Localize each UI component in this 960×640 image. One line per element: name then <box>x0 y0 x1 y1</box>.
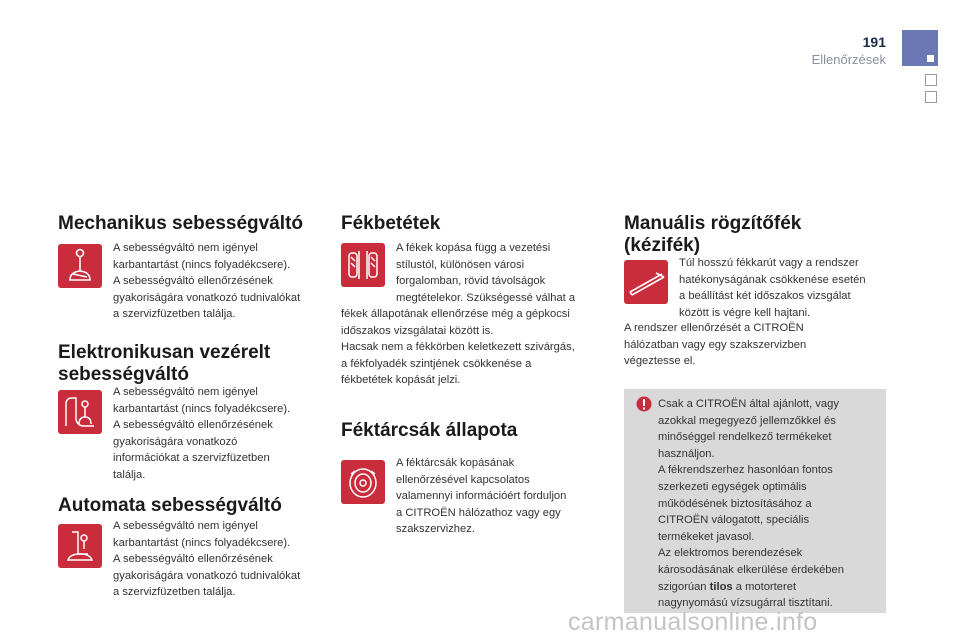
heading-electronic-gearbox: Elektronikusan vezérelt sebességváltó <box>58 342 271 385</box>
brake-pads-text-indent: A fékek kopása függ a vezetési stílustól, különösen városi forgalomban, rövid távolságok megtételekor. Szükségessé válhat a <box>396 242 576 304</box>
brake-pads-text: fékek állapotának ellenőrzése még a gépkocsi időszakos vizsgálatai között is. Hacsak nem a fékkörben keletkezett szivárgás, a fékfolyadék szintjének csökkenése a fékbetétek kopását jelzi. <box>341 308 575 387</box>
brake-disc-icon <box>341 460 385 504</box>
electronic-gearbox-icon <box>58 390 102 434</box>
gearshift-icon <box>58 244 102 288</box>
chapter-marker <box>925 91 937 103</box>
handbrake-icon <box>624 260 668 304</box>
automatic-gearbox-icon <box>58 524 102 568</box>
electronic-gearbox-text: A sebességváltó nem igényel karbantartást (nincs folyadékcsere). A sebességváltó ellenőrzésének gyakoriságára vonatkozó információkat a szervizfüzetben találja. <box>113 386 291 481</box>
warning-icon <box>636 396 652 412</box>
brake-pads-icon <box>341 243 385 287</box>
heading-brake-pads: Fékbetétek <box>341 213 441 234</box>
brake-discs-text: A féktárcsák kopásának ellenőrzésével kapcsolatos valamennyi információért forduljon a CITROËN hálózathoz vagy egy szakszervizhez. <box>396 457 567 536</box>
emphasis-tilos: tilos <box>709 580 733 593</box>
heading-manual-gearbox: Mechanikus sebességváltó <box>58 213 303 234</box>
chapter-marker <box>925 74 937 86</box>
heading-parking-brake: Manuális rögzítőfék (kézifék) <box>624 213 802 256</box>
page-number: 191 <box>862 34 886 50</box>
automatic-gearbox-text: A sebességváltó nem igényel karbantartást (nincs folyadékcsere). A sebességváltó ellenőrzésének gyakoriságára vonatkozó tudnivalókat a szervizfüzetben találja. <box>113 520 301 599</box>
parking-brake-text-indent: Túl hosszú fékkarút vagy a rendszer hatékonyságának csökkenése esetén a beállítást két időszakos vizsgálat között is végre kell hajtani. <box>679 257 866 319</box>
chapter-tab[interactable] <box>902 30 938 66</box>
heading-automatic-gearbox: Automata sebességváltó <box>58 495 282 516</box>
warning-text: Csak a CITROËN által ajánlott, vagy azokkal megegyező jellemzőkkel és minőséggel rendelkező termékeket használjon. A fékrendszerhez hasonlóan fontos szerkezeti egységek optimális működésének biztosításához a CITROËN válogatott, speciális termékeket javasol. Az elektromos berendezések károsodásának elkerülése érdekében szigorúan tilos a motorteret nagynyomású vízsugárral tisztítani. <box>658 398 844 610</box>
watermark: carmanualsonline.info <box>568 608 818 636</box>
heading-brake-discs: Féktárcsák állapota <box>341 420 518 441</box>
section-title: Ellenőrzések <box>811 52 886 67</box>
manual-gearbox-text: A sebességváltó nem igényel karbantartást (nincs folyadékcsere). A sebességváltó ellenőrzésének gyakoriságára vonatkozó tudnivalókat a szervizfüzetben találja. <box>113 242 301 321</box>
parking-brake-text: A rendszer ellenőrzését a CITROËN hálózatban vagy egy szakszervizben végeztesse el. <box>624 322 807 368</box>
